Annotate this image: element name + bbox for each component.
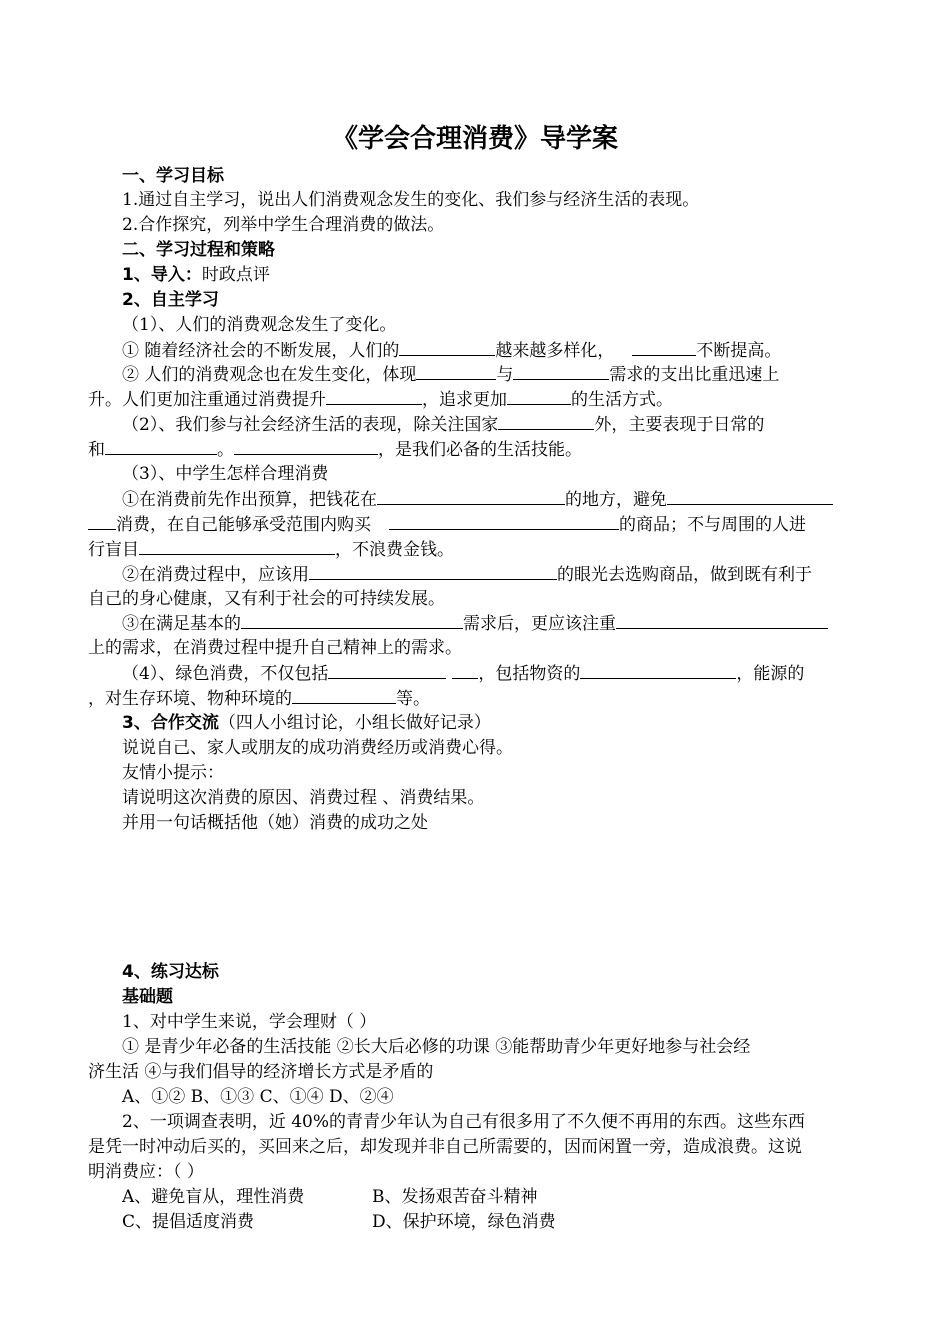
text: ，追求更加 [422,390,507,410]
question-stem: 是凭一时冲动后买的，买回来之后，却发现并非自己所需要的，因而闲置一旁，造成浪费。这说 [88,1137,802,1157]
fill-blank[interactable] [139,537,335,555]
answer-choice-d: D、保护环境，绿色消费 [372,1212,556,1232]
fill-blank[interactable] [328,661,446,679]
text: ①在消费前先作出预算，把钱花在 [122,490,377,510]
fill-blank[interactable] [498,412,594,430]
fill-blank[interactable] [292,686,396,704]
question-options: ① 是青少年必备的生活技能 ②长大后必修的功课 ③能帮助青少年更好地参与社会经 [122,1037,751,1057]
fill-blank[interactable] [88,512,116,530]
fill-blank[interactable] [416,362,496,380]
text: ③在满足基本的 [122,614,241,634]
text: 和 [88,440,105,460]
part2-line [122,412,764,437]
fill-blank[interactable] [452,661,478,679]
text: 不断提高。 [696,341,782,361]
answer-choice-b: B、发扬艰苦奋斗精神 [372,1187,538,1207]
part1-line [122,362,779,387]
text: （4）、绿色消费，不仅包括 [122,664,329,684]
text: 。 [217,440,234,460]
text: ，能源的 [736,664,805,684]
part3-line: 上的需求，在消费过程中提升自己精神上的需求。 [88,638,462,658]
text: ② 人们的消费观念也在发生变化，体现 [122,365,417,385]
answer-choices: A、①② B、①③ C、①④ D、②④ [122,1087,394,1107]
part3-heading: （3）、中学生怎样合理消费 [122,464,329,484]
fill-blank[interactable] [389,512,619,530]
question-stem: 明消费应：（ ） [88,1162,204,1182]
part3-line [122,562,812,587]
part4-line [88,686,430,711]
text: ②在消费过程中，应该用 [122,565,309,585]
question-options: 济生活 ④与我们倡导的经济增长方式是矛盾的 [88,1062,434,1082]
question-stem: 2、一项调查表明，近 40%的青青少年认为自己有很多用了不久便不再用的东西。这些东西 [122,1112,806,1132]
part3-line: 自己的身心健康，又有利于社会的可持续发展。 [88,589,445,609]
fill-blank[interactable] [507,387,571,405]
part1-heading: （1）、人们的消费观念发生了变化。 [122,315,397,335]
text: ，包括物资的 [478,664,581,684]
intro-line [122,263,270,287]
fill-blank[interactable] [580,661,736,679]
fill-blank[interactable] [241,611,463,629]
section-heading-process: 二、学习过程和策略 [122,240,275,260]
part4-line [122,661,804,686]
text: 等。 [396,689,430,709]
cooperation-line: 友情小提示： [122,763,224,783]
text: 的眼光去选购商品，做到既有利于 [557,565,812,585]
intro-text: 时政点评 [201,265,270,285]
question-stem: 1、对中学生来说，学会理财（ ） [122,1012,377,1032]
part3-line [88,537,454,562]
text: 越来越多样化， [495,341,615,361]
text: 外，主要表现于日常的 [594,415,765,435]
goal-item: 2.合作探究，列举中学生合理消费的做法。 [122,215,445,235]
part1-line [88,387,673,412]
text: 行盲目 [88,540,139,560]
text: ，对生存环境、物种环境的 [88,689,292,709]
text: 需求后，更应该注重 [463,614,616,634]
part3-line [88,512,806,537]
fill-blank[interactable] [309,562,557,580]
part2-line [88,437,582,462]
fill-blank[interactable] [326,387,422,405]
page-title: 《学会合理消费》导学案 [331,124,618,154]
cooperation-label: 3、合作交流 [122,713,219,733]
answer-choice-a: A、避免盲从，理性消费 [122,1187,305,1207]
text: 的生活方式。 [571,390,673,410]
practice-heading: 4、练习达标 [122,962,219,982]
fill-blank[interactable] [667,487,833,505]
cooperation-note: （四人小组讨论，小组长做好记录） [218,713,491,733]
text: ，是我们必备的生活技能。 [378,440,582,460]
text: ，不浪费金钱。 [335,540,454,560]
answer-choice-c: C、提倡适度消费 [122,1212,255,1232]
text: 消费，在自己能够承受范围内购买 [116,515,371,535]
text: ① 随着经济社会的不断发展，人们的 [122,341,400,361]
cooperation-line: 并用一句话概括他（她）消费的成功之处 [122,813,428,833]
part3-line [122,487,833,512]
fill-blank[interactable] [513,362,609,380]
fill-blank[interactable] [399,338,495,356]
cooperation-heading [122,711,491,735]
part1-line [122,338,781,363]
text: 与 [496,365,514,385]
fill-blank[interactable] [234,437,378,455]
text: 升。人们更加注重通过消费提升 [88,390,326,410]
text: 的地方，避免 [565,490,667,510]
section-heading-goals: 一、学习目标 [122,166,224,186]
text: （2）、我们参与社会经济生活的表现，除关注国家 [122,415,499,435]
self-study-heading: 2、自主学习 [122,290,219,310]
fill-blank[interactable] [377,487,565,505]
basic-questions-heading: 基础题 [122,987,173,1007]
text: 的商品；不与周围的人进 [619,515,806,535]
goal-item: 1.通过自主学习，说出人们消费观念发生的变化、我们参与经济生活的表现。 [122,190,700,210]
intro-label: 1、导入： [122,265,202,285]
fill-blank[interactable] [105,437,217,455]
text: 需求的支出比重迅速上 [609,365,780,385]
cooperation-line: 请说明这次消费的原因、消费过程 、消费结果。 [122,788,485,808]
fill-blank[interactable] [632,338,696,356]
cooperation-line: 说说自己、家人或朋友的成功消费经历或消费心得。 [122,738,513,758]
fill-blank[interactable] [616,611,828,629]
part3-line [122,611,828,636]
